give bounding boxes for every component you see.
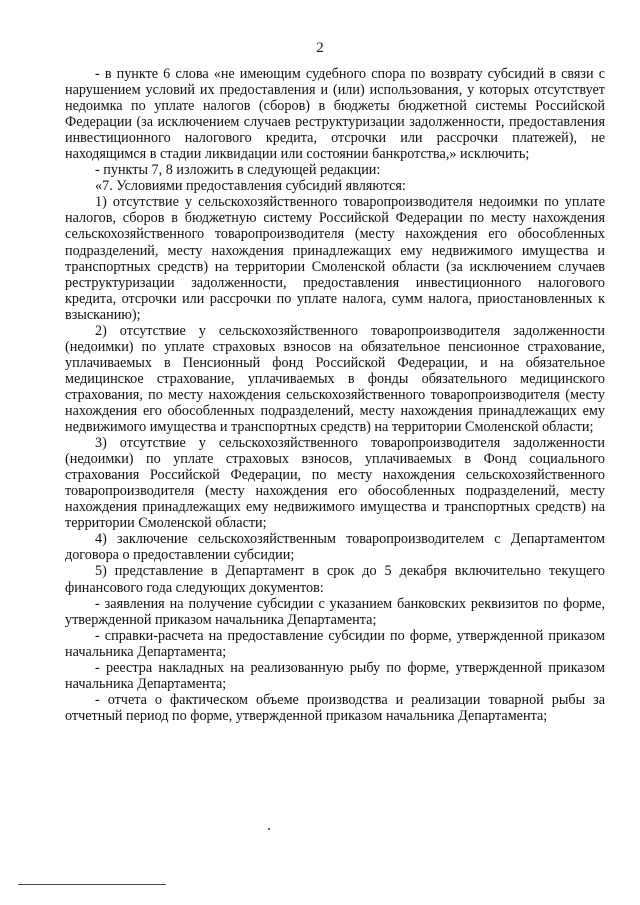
list-item-invoice-register: - реестра накладных на реализованную рыбу по форме, утвержденной приказом начальника Департамента; [65,659,605,692]
paragraph-condition-2: 2) отсутствие у сельскохозяйственного товаропроизводителя задолженности (недоимки) по уплате страховых взносов на обязательное пенсионное страхование, уплачиваемых в Пенсионный фонд Российской Федерации, и на обязательное медицинское страхование, уплачиваемых в фонды обязательного медицинского страхования, по месту нахождения сельскохозяйственного товаропроизводителя (месту нахождения его обособленных подразделений, месту нахождения принадлежащих ему недвижимого имущества и транспортных средств) на территории Смоленской области; [65,322,605,436]
paragraph-condition-1: 1) отсутствие у сельскохозяйственного товаропроизводителя недоимки по уплате налогов, сборов в бюджетную систему Российской Федерации по месту нахождения сельскохозяйственного товаропроизводителя (месту нахождения его обособленных подразделений, месту нахождения принадлежащих ему недвижимого имущества и транспортных средств) на территории Смоленской области (за исключением случаев реструктуризации задолженности, предоставления инвестиционного налогового кредита, отсрочки или рассрочки по уплате налога, сумм налога, приостановленных к взысканию); [65,194,605,323]
list-item-application: - заявления на получение субсидии с указанием банковских реквизитов по форме, утвержденной приказом начальника Департамента; [65,595,605,628]
footer-rule [18,884,166,885]
paragraph-clause-6: - в пункте 6 слова «не имеющим судебного спора по возврату субсидий в связи с нарушением условий их предоставления и (или) использования, у которых отсутствует недоимка по уплате налогов (сборов) в бюджеты бюджетной системы Российской Федерации (за исключением случаев реструктуризации задолженности, предоставления инвестиционного налогового кредита, отсрочки или рассрочки платежей), не находящимся в стадии ликвидации или состоянии банкротства,» исключить; [65,66,605,163]
paragraph-condition-4: 4) заключение сельскохозяйственным товаропроизводителем с Департаментом договора о предоставлении субсидии; [65,531,605,564]
page-number: 2 [316,40,324,56]
paragraph-condition-3: 3) отсутствие у сельскохозяйственного товаропроизводителя задолженности (недоимки) по уплате страховых взносов, уплачиваемых в Фонд социального страхования Российской Федерации, по месту нахождения сельскохозяйственного товаропроизводителя (месту нахождения его обособленных подразделений, месту нахождения принадлежащих ему недвижимого имущества и транспортных средств) на территории Смоленской области; [65,435,605,532]
document-body [65,66,605,724]
list-item-production-report: - отчета о фактическом объеме производства и реализации товарной рыбы за отчетный период по форме, утвержденной приказом начальника Департамента; [65,691,605,724]
paragraph-condition-5: 5) представление в Департамент в срок до 5 декабря включительно текущего финансового года следующих документов: [65,563,605,596]
paragraph-conditions-heading: «7. Условиями предоставления субсидий являются: [95,178,406,195]
list-item-calculation: - справки-расчета на предоставление субсидии по форме, утвержденной приказом начальника Департамента; [65,627,605,660]
paragraph-clauses-7-8: - пункты 7, 8 изложить в следующей редакции: [95,162,381,179]
stray-dot [268,828,270,830]
